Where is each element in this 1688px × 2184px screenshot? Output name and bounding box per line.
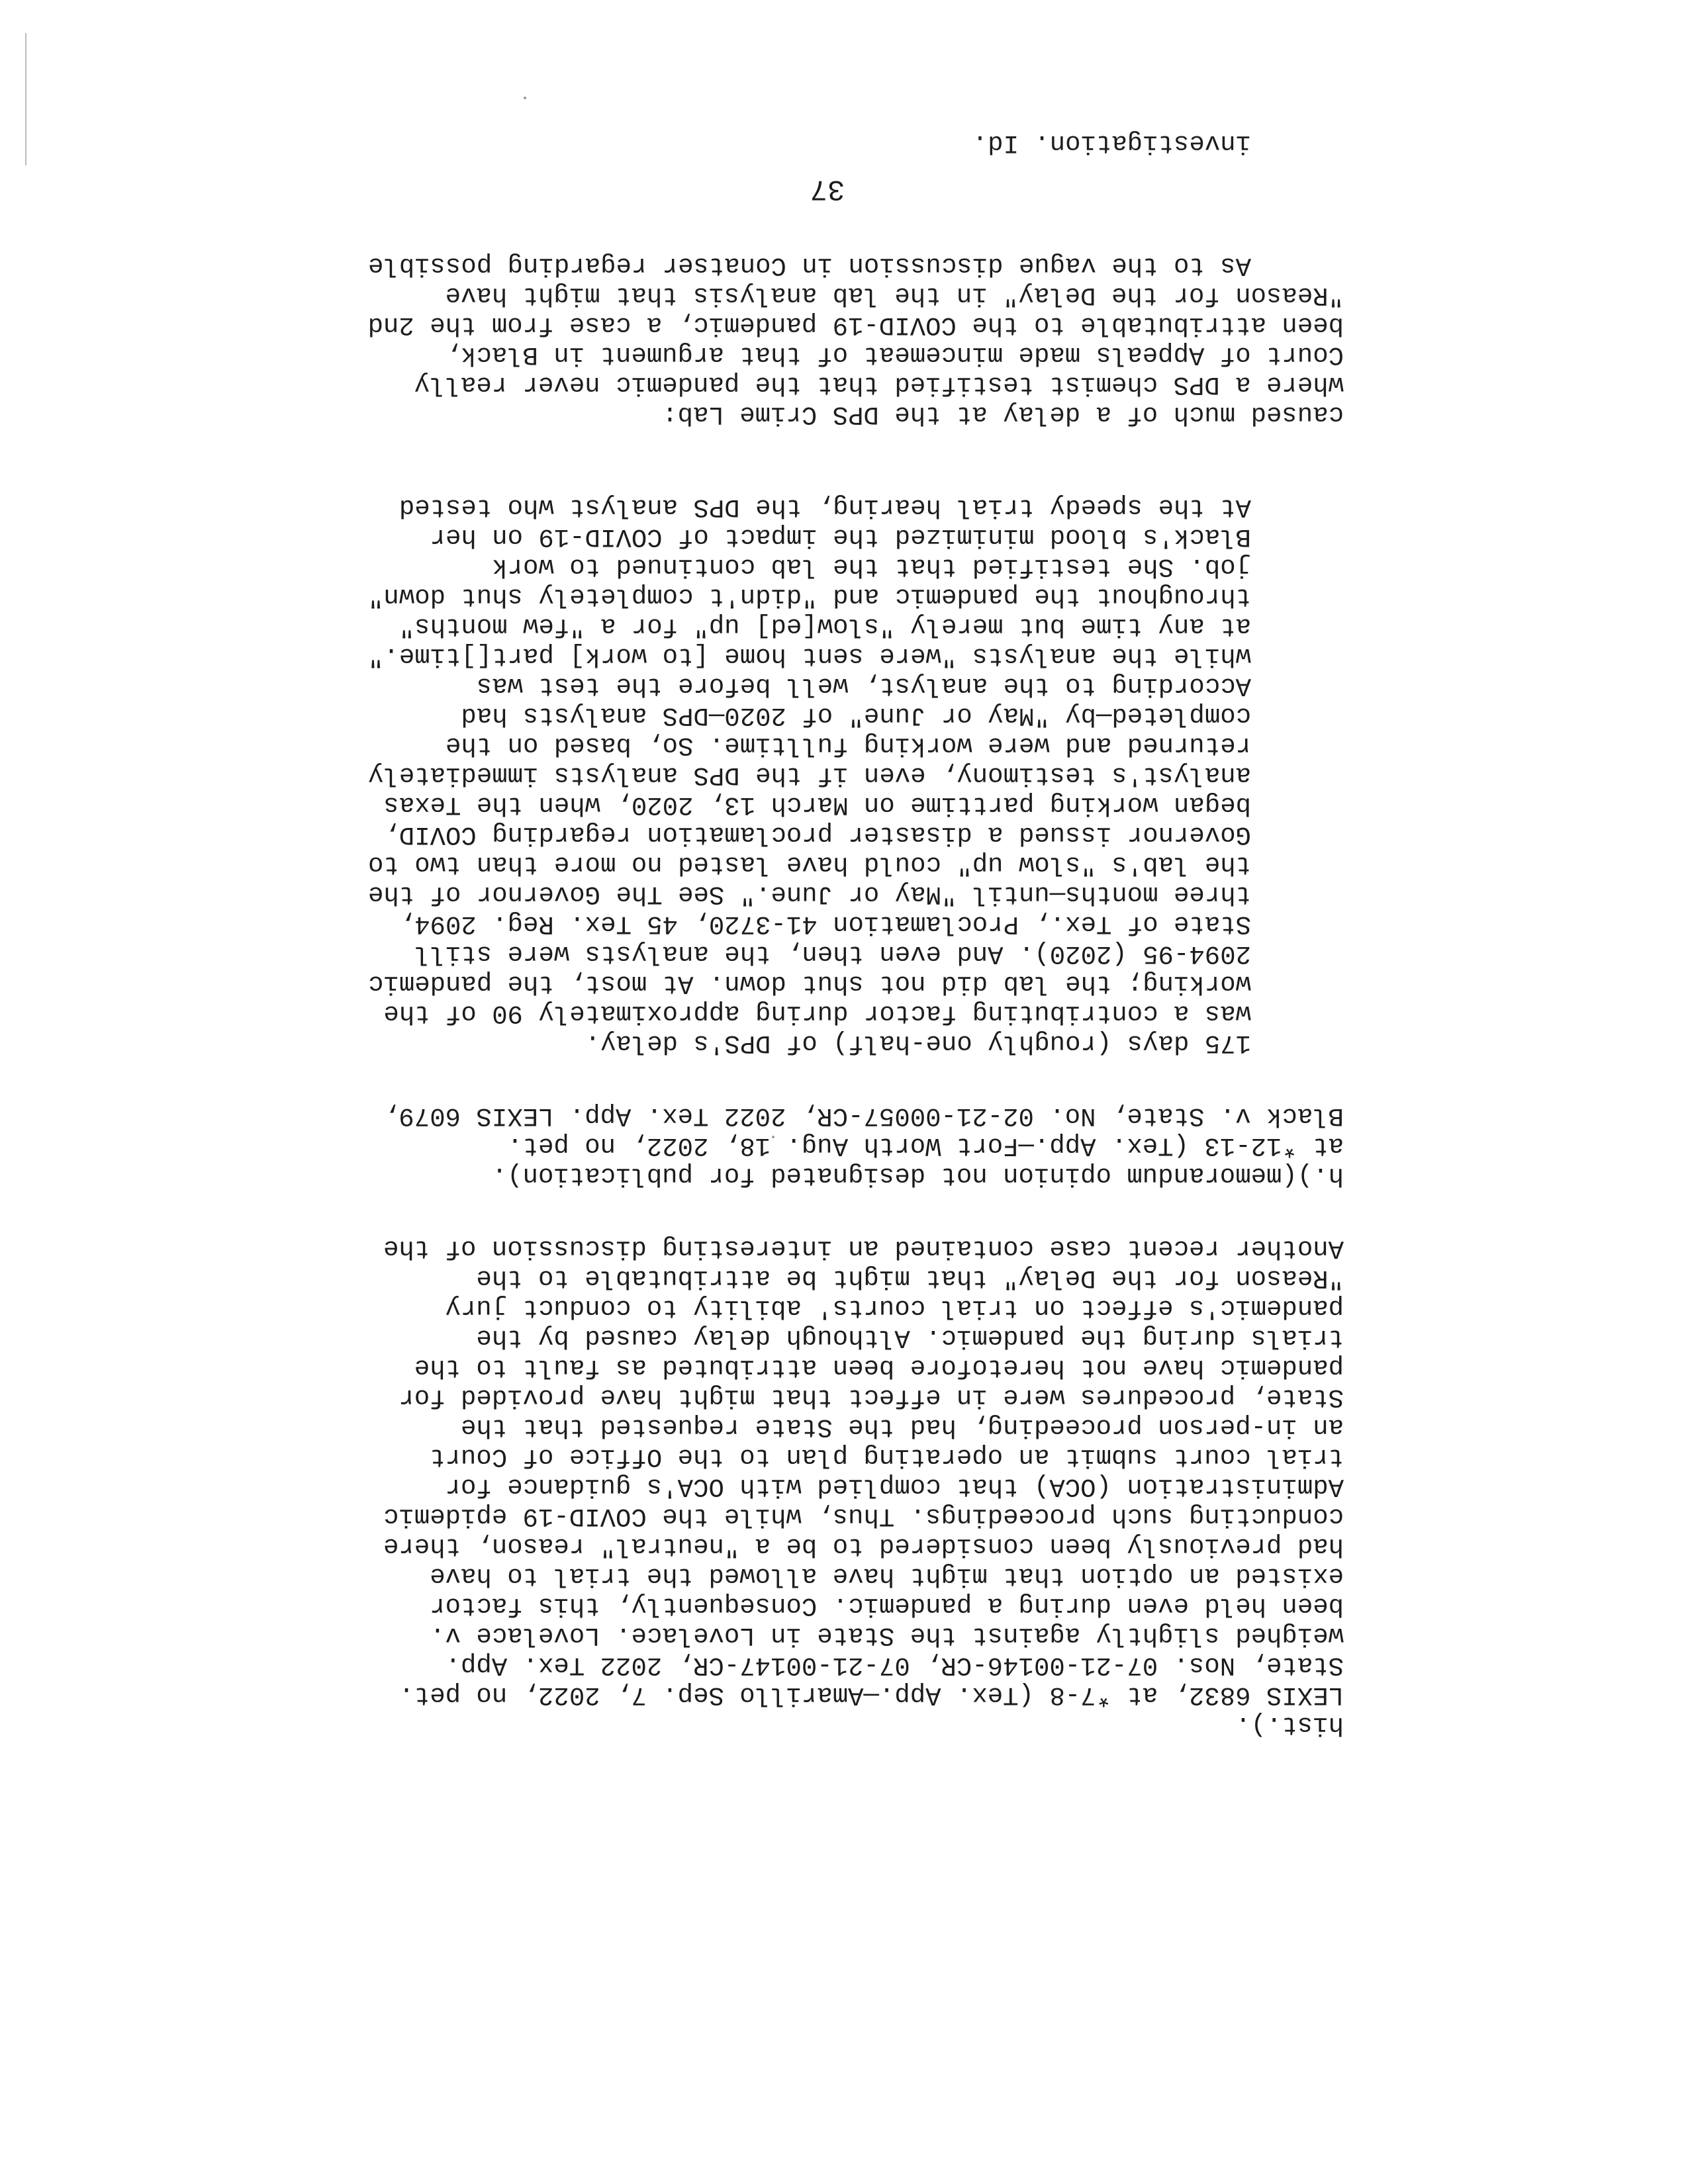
paragraph-line: State, procedures were in effect that might have provided for xyxy=(399,1383,1344,1412)
paragraph-line: hist.). xyxy=(1235,1710,1344,1739)
paragraph-line: As to the vague discussion in Conatser regarding possible xyxy=(367,251,1251,280)
paragraph-line: trial court submit an operating plan to the Office of Court xyxy=(430,1442,1344,1471)
quote-line: 2094-95 (2020). And even then, the analysts were still xyxy=(414,939,1251,968)
quote-line: at any time but merely "slow[ed] up" for a "few months" xyxy=(399,612,1251,641)
quote-line: was a contributing factor during approximately 90 of the xyxy=(383,999,1251,1028)
paragraph-line: an in-person proceeding, had the State requested that the xyxy=(460,1412,1344,1441)
paragraph-line: had previously been considered to be a "neutral" reason, there xyxy=(383,1531,1344,1561)
quote-line: returned and were working fulltime. So, based on the xyxy=(445,731,1251,760)
quote-line: three months—until "May or June." See The Governor of the xyxy=(367,880,1251,909)
citation-line: h.)(memorandum opinion not designated for publication). xyxy=(491,1161,1344,1190)
quote-line: At the speedy trial hearing, the DPS analyst who tested xyxy=(399,492,1251,522)
paragraph-line: trials during the pandemic. Although delay caused by the xyxy=(476,1323,1344,1352)
quote-line: working; the lab did not shut down. At most, the pandemic xyxy=(367,969,1251,998)
quote-line: According to the analyst, well before the test was xyxy=(476,671,1251,700)
quote-line: while the analysts "were sent home [to work] part[]time." xyxy=(367,641,1251,670)
paragraph-line: conducting such proceedings. Thus, while the COVID-19 epidemic xyxy=(383,1502,1344,1531)
opening-line: investigation. Id. xyxy=(972,128,1251,158)
paragraph-line: Court of Appeals made mincemeat of that argument in Black, xyxy=(445,340,1344,369)
paragraph-line: where a DPS chemist testified that the pandemic never really xyxy=(414,370,1344,399)
page-number: 37 xyxy=(810,172,845,205)
quote-line: State of Tex., Proclamation 41-3720, 45 Tex. Reg. 2094, xyxy=(399,909,1251,938)
quote-line: job. She testified that the lab continued to work xyxy=(492,552,1251,581)
quote-line: the lab's "slow up" could have lasted no more than two to xyxy=(367,850,1251,879)
quote-line: 175 days (roughly one-half) of DPS's delay. xyxy=(585,1028,1251,1058)
paragraph-line: "Reason for the Delay" that might be attributable to the xyxy=(476,1263,1344,1293)
paragraph-line: pandemic's effect on trial courts' ability to conduct jury xyxy=(445,1293,1344,1322)
quote-line: Governor issued a disaster proclamation regarding COVID, xyxy=(383,820,1251,849)
quote-line: analyst's testimony, even if the DPS analysts immediately xyxy=(367,760,1251,790)
paragraph-line: LEXIS 6832, at *7-8 (Tex. App.—Amarillo Sep. 7, 2022, no pet. xyxy=(399,1680,1344,1709)
paragraph-line: been attributable to the COVID-19 pandemic, a case from the 2nd xyxy=(367,310,1344,340)
citation-line: at *12-13 (Tex. App.—Fort Worth Aug. 18, 2022, no pet. xyxy=(507,1131,1344,1160)
scan-edge-mark xyxy=(25,33,26,165)
paragraph-line: weighed slightly against the State in Lovelace. Lovelace v. xyxy=(430,1621,1344,1650)
paragraph-line: "Reason for the Delay" in the lab analysis that might have xyxy=(445,281,1344,310)
scan-speck xyxy=(524,97,526,99)
quote-line: began working parttime on March 13, 2020, when the Texas xyxy=(383,790,1251,819)
paragraph-line: Another recent case contained an interesting discussion of the xyxy=(383,1234,1344,1263)
quote-line: throughout the pandemic and "didn't completely shut down" xyxy=(367,582,1251,611)
paragraph-line: Administration (OCA) that complied with OCA's guidance for xyxy=(445,1472,1344,1501)
paragraph-line: caused much of a delay at the DPS Crime Lab: xyxy=(662,400,1344,429)
quote-line: Black's blood minimized the impact of COVID-19 on her xyxy=(430,522,1251,551)
paragraph-line: existed an option that might have allowed the trial to have xyxy=(430,1561,1344,1590)
paragraph-line: been held even during a pandemic. Consequently, this factor xyxy=(430,1591,1344,1620)
paragraph-line: pandemic have not heretofore been attributed as fault to the xyxy=(414,1353,1344,1382)
paragraph-line: State, Nos. 07-21-00146-CR, 07-21-00147-CR, 2022 Tex. App. xyxy=(445,1651,1344,1680)
quote-line: completed—by "May or June" of 2020—DPS analysts had xyxy=(461,701,1251,730)
citation-line: Black v. State, No. 02-21-00057-CR, 2022 Tex. App. LEXIS 6079, xyxy=(383,1101,1344,1130)
